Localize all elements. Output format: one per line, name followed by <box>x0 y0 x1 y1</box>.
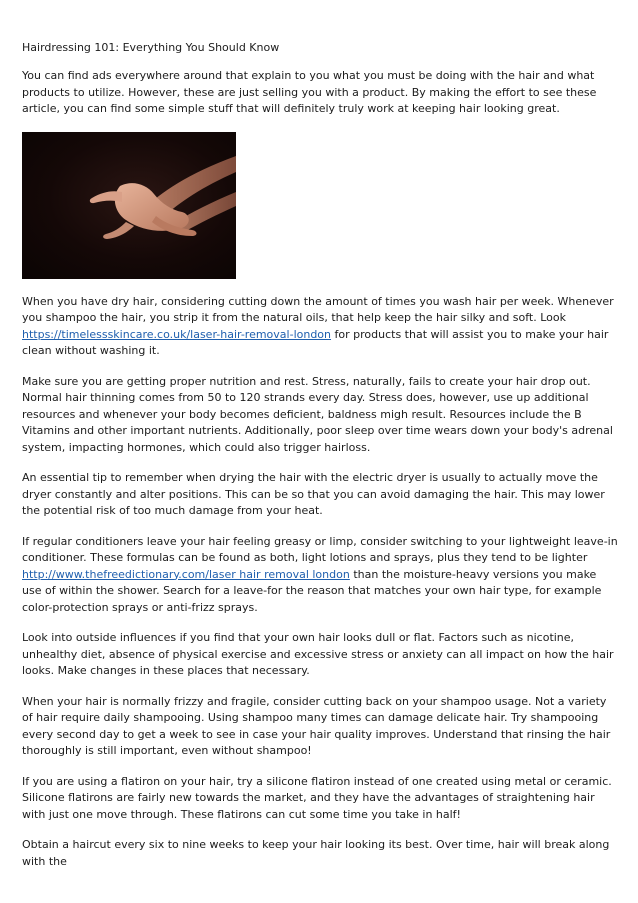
dryer-paragraph: An essential tip to remember when drying the hair with the electric dryer is usually to actually move the dryer constantly and alter positions. This can be so that you can avoid damaging the hair. This may lower the potential risk of too much damage from your heat. <box>22 471 605 517</box>
nutrition-paragraph: Make sure you are getting proper nutrition and rest. Stress, naturally, fails to create your hair drop out. Normal hair thinning comes from 50 to 120 strands every day. Stress does, however, use up additional resources and whenever your body becomes deficient, baldness migh result. Resources include the B Vitamins and other important nutrients. Additionally, poor sleep over time wears down your body's adrenal system, impacting hormones, which could also trigger hairloss. <box>22 374 613 454</box>
outside-influences-paragraph: Look into outside influences if you find that your own hair looks dull or flat. Factors such as nicotine, unhealthy diet, absence of physical exercise and excessive stress or anxiety can all impact on how the hair looks. Make changes in these places that necessary. <box>22 631 614 677</box>
dry-hair-paragraph: When you have dry hair, considering cutting down the amount of times you wash hair per week. Whenever you shampoo the hair, you strip it from the natural oils, that help keep the hair silky and soft. Look https://timelessskincare.co.uk/laser-hair-removal-london for products that will assist you to make your hair clean without washing it. <box>22 294 614 357</box>
flatiron-paragraph: If you are using a flatiron on your hair, try a silicone flatiron instead of one created using metal or ceramic. Silicone flatirons are fairly new towards the market, and they have the advantages of straightening hair with just one move through. These flatirons can cut some time you take in half! <box>22 774 612 821</box>
dictionary-link[interactable]: http://www.thefreedictionary.com/laser hair removal london <box>22 567 350 581</box>
document-page <box>22 40 618 884</box>
page-title: Hairdressing 101: Everything You Should Know <box>22 41 280 54</box>
haircut-paragraph: Obtain a haircut every six to nine weeks to keep your hair looking its best. Over time, hair will break along with the <box>22 838 610 868</box>
hands-photo-icon <box>22 132 236 279</box>
shampoo-paragraph: When your hair is normally frizzy and fragile, consider cutting back on your shampoo usage. Not a variety of hair require daily shampooing. Using shampoo many times can damage delicate hair. Try shampooing every second day to get a week to see in case your hair quality improves. Understand that rinsing the hair thoroughly is still important, even without shampoo! <box>22 694 611 757</box>
skincare-link[interactable]: https://timelessskincare.co.uk/laser-hair-removal-london <box>22 327 332 341</box>
conditioner-paragraph: If regular conditioners leave your hair feeling greasy or limp, consider switching to your lightweight leave-in conditioner. These formulas can be found as both, light lotions and sprays, plus they tend to be lighter http://www.thefreedictionary.com/laser hair removal london than the moisture-heavy versions you make use of within the shower. Search for a leave-for the reason that matches your own hair type, for example color-protection sprays or anti-frizz sprays. <box>22 534 618 614</box>
intro-paragraph: You can find ads everywhere around that explain to you what you must be doing with the hair and what products to utilize. However, these are just selling you with a product. By making the effort to see these article, you can find some simple stuff that will definitely truly work at keeping hair looking great. <box>22 69 597 115</box>
